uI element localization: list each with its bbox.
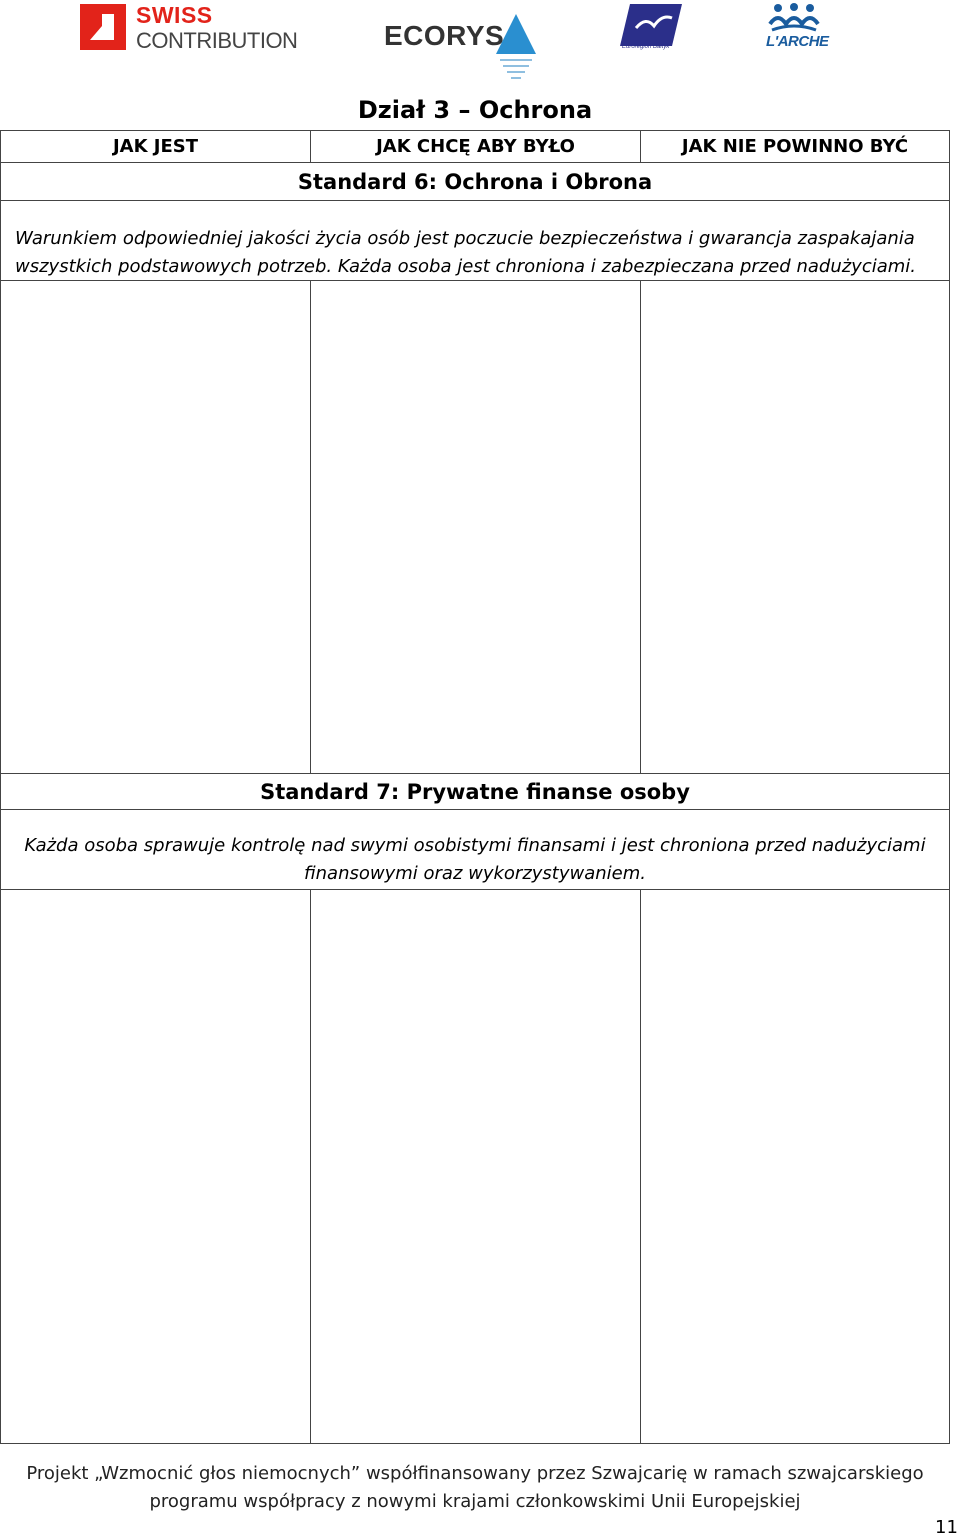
page-footer [0,1460,950,1516]
ecorys-drop-icon [494,12,538,84]
page-number: 11 [935,1517,958,1538]
standard-6-undesired-cell[interactable] [641,281,949,773]
seagull-icon [620,4,682,46]
section-title: Dział 3 – Ochrona [357,96,593,124]
larche-logo [764,2,829,52]
standard-7-current-cell[interactable] [1,890,311,1443]
euroregion-caption: Euroregion Bałtyk [622,44,670,50]
swiss-logo-line1: SWISS [136,2,213,28]
standard-7-description: Każda osoba sprawuje kontrolę nad swymi osobistymi finansami i jest chroniona przed nadużyciami finansowymi oraz wykorzystywaniem. [0,810,950,890]
standard-7-title: Standard 7: Prywatne finanse osoby [0,774,950,810]
standard-7-desired-cell[interactable] [311,890,641,1443]
column-header-desired: JAK CHCĘ ABY BYŁO [311,131,641,162]
footer-line-2: programu współpracy z nowymi krajami członkowskimi Unii Europejskiej [149,1491,801,1512]
standard-7-answer-row [0,890,950,1444]
assessment-table [0,130,950,1444]
standard-6-current-cell[interactable] [1,281,311,773]
swiss-contribution-logo [80,4,310,54]
standard-6-answer-row [0,281,950,774]
column-header-undesired: JAK NIE POWINNO BYĆ [681,136,909,157]
swiss-logo-line2: CONTRIBUTION [136,28,298,53]
footer-line-1: Projekt „Wzmocnić głos niemocnych” współfinansowany przez Szwajcarię w ramach szwajcarskiego [26,1463,924,1484]
standard-6-title: Standard 6: Ochrona i Obrona [0,163,950,201]
swiss-flag-icon [80,4,126,50]
euroregion-logo [620,4,682,52]
standard-6-desired-cell[interactable] [311,281,641,773]
column-header-row [0,131,950,163]
ecorys-logo-text: ECORYS [384,20,505,51]
standard-6-description: Warunkiem odpowiedniej jakości życia osób jest poczucie bezpieczeństwa i gwarancja zaspakajania wszystkich podstawowych potrzeb. Każda osoba jest chroniona i zabezpieczana przed nadużyciami. [0,201,950,281]
logo-bar [0,0,960,90]
larche-logo-text: L'ARCHE [766,33,829,50]
larche-people-icon [768,2,820,32]
standard-7-undesired-cell[interactable] [641,890,949,1443]
column-header-current: JAK JEST [1,131,311,162]
ecorys-logo [384,10,544,86]
